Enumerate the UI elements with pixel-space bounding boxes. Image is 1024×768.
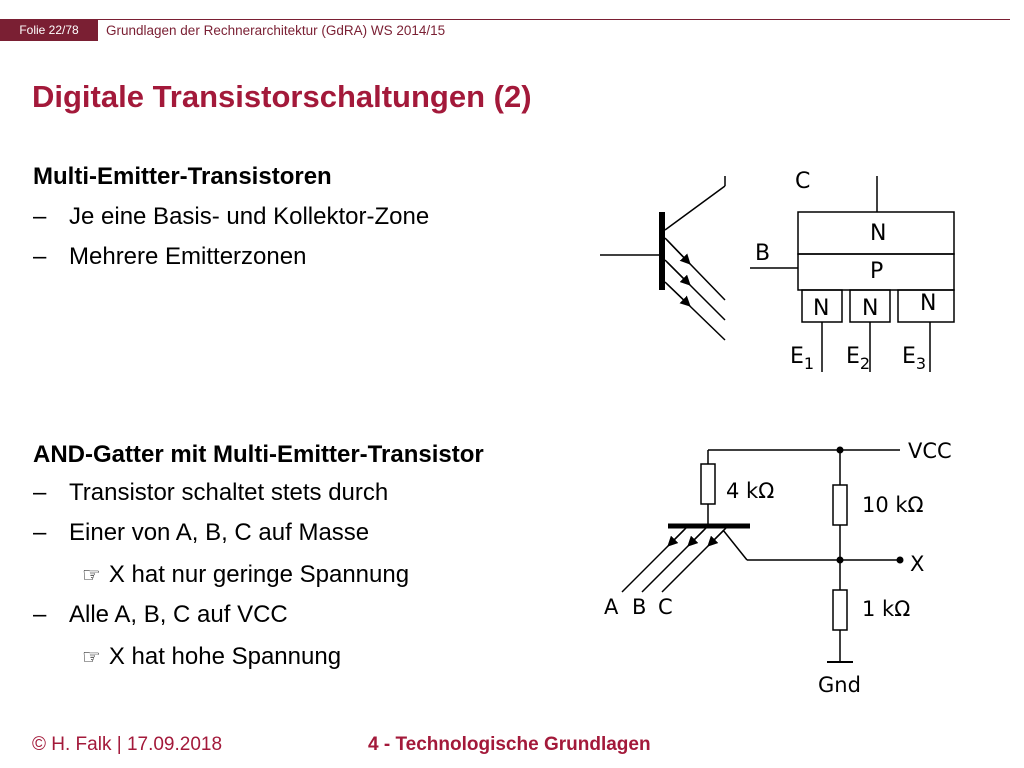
emitter-label: $E_1$: [790, 344, 815, 373]
collector-label: C: [795, 169, 811, 194]
vcc-label: VCC: [908, 439, 952, 463]
bullet-text: Alle A, B, C auf VCC: [69, 601, 288, 628]
bullet-dash: –: [33, 243, 47, 270]
consequence-text: X hat nur geringe Spannung: [108, 561, 410, 588]
transistor-symbol: [600, 176, 725, 340]
base-label: B: [755, 241, 771, 266]
bullet-dash: –: [33, 601, 47, 628]
header-rule: [98, 19, 1010, 20]
n-layer-label: N: [870, 221, 887, 246]
pointing-hand-icon: ☞: [82, 646, 101, 669]
and-gate-circuit-diagram: [590, 430, 990, 700]
bullet-text: Je eine Basis- und Kollektor-Zone: [69, 203, 430, 230]
consequence-text: X hat hohe Spannung: [108, 643, 342, 670]
r2-label: 10 kΩ: [862, 493, 924, 517]
input-label: B: [632, 595, 647, 619]
emitter-n-label: N: [813, 296, 830, 321]
multi-emitter-transistor-diagram: [590, 160, 970, 380]
emitter-label: $E_2$: [846, 344, 871, 373]
resistor-1k: [833, 590, 847, 630]
consequence-item: [82, 643, 341, 671]
layer-structure: [750, 169, 954, 373]
consequence-item: [82, 561, 409, 589]
bullet-dash: –: [33, 519, 47, 546]
section-heading-and-gate: AND-Gatter mit Multi-Emitter-Transistor: [33, 441, 484, 468]
resistor-4k: [701, 464, 715, 504]
output-label: X: [910, 552, 925, 576]
input-label: C: [658, 595, 673, 619]
bullet-text: Einer von A, B, C auf Masse: [69, 519, 370, 546]
bullet-dash: –: [33, 479, 47, 506]
footer-author-date: © H. Falk | 17.09.2018: [32, 734, 223, 755]
r1-label: 4 kΩ: [726, 479, 775, 503]
pointing-hand-icon: ☞: [82, 564, 101, 587]
bullet-text: Transistor schaltet stets durch: [69, 479, 389, 506]
slide-title: Digitale Transistorschaltungen (2): [32, 79, 532, 114]
p-layer-label: P: [870, 259, 884, 284]
emitter-n-label: N: [920, 291, 937, 316]
emitter-label: $E_3$: [902, 344, 927, 373]
emitter-n-label: N: [862, 296, 879, 321]
input-label: A: [604, 595, 619, 619]
course-title: Grundlagen der Rechnerarchitektur (GdRA) WS 2014/15: [106, 23, 446, 38]
section-heading-multi-emitter: Multi-Emitter-Transistoren: [33, 163, 332, 190]
bullet-text: Mehrere Emitterzonen: [69, 243, 307, 270]
r3-label: 1 kΩ: [862, 597, 911, 621]
slide-number: Folie 22/78: [0, 19, 98, 41]
bullet-dash: –: [33, 203, 47, 230]
gnd-label: Gnd: [818, 673, 861, 697]
resistor-10k: [833, 485, 847, 525]
footer-chapter: 4 - Technologische Grundlagen: [368, 734, 651, 755]
